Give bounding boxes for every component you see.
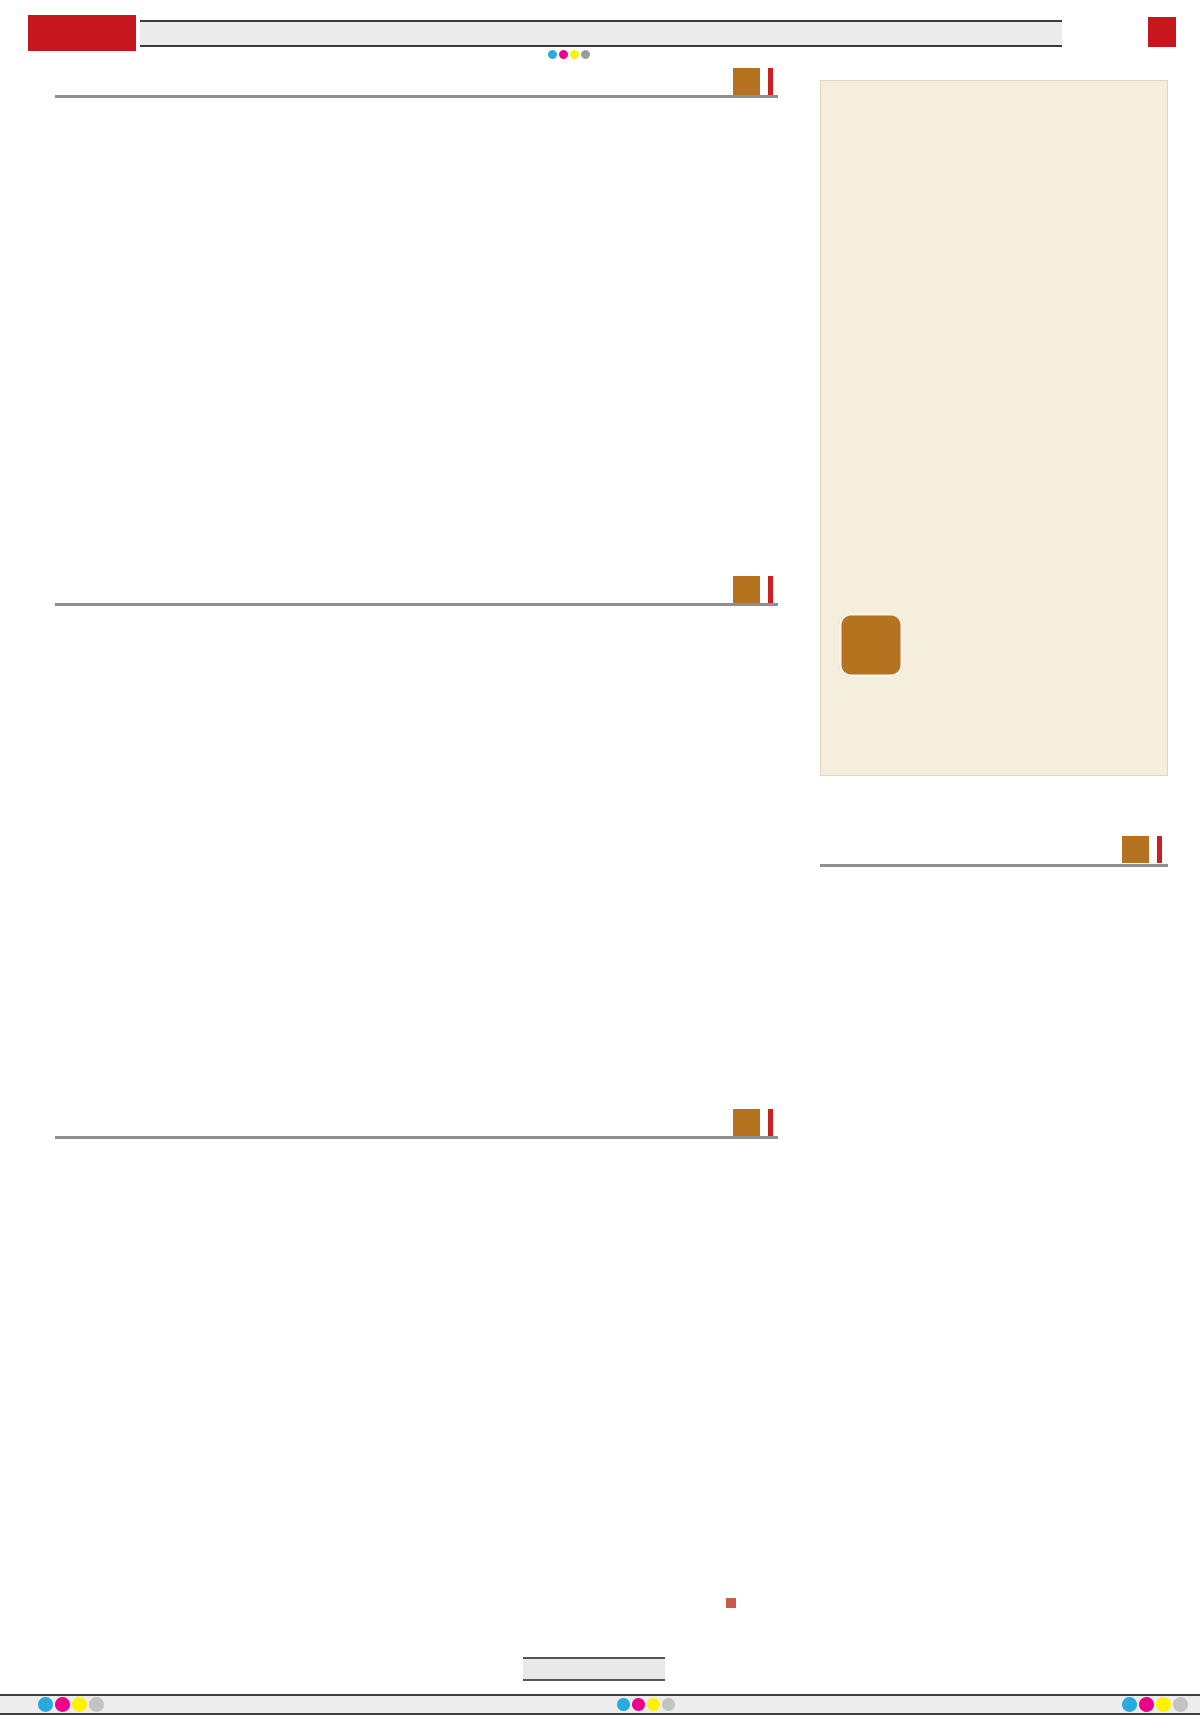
footer-bar	[0, 1694, 1200, 1715]
section-rule	[820, 864, 1168, 867]
section-marker-ganwu	[733, 1109, 773, 1136]
pinjian-seal-icon	[839, 613, 903, 677]
section-marker-mingjia	[733, 68, 773, 95]
article-column	[1000, 935, 1168, 1692]
header-info-bar	[140, 20, 1062, 47]
marker-char-box	[1122, 836, 1149, 863]
issue-number-box	[523, 1657, 665, 1681]
marker-red-bar-icon	[768, 576, 773, 603]
article-column	[425, 1226, 593, 1524]
marker-red-bar-icon	[1157, 836, 1162, 863]
marker-char-box	[733, 576, 760, 603]
registration-marks-icon	[617, 1698, 677, 1711]
artwork-review	[839, 609, 1151, 681]
page-number-badge	[1148, 17, 1176, 47]
marker-red-bar-icon	[768, 1109, 773, 1136]
section-marker-xingyin	[733, 576, 773, 603]
article-column	[425, 185, 593, 505]
header-contact	[150, 27, 186, 41]
article-column	[240, 683, 408, 1092]
article-column	[610, 1226, 778, 1524]
article-column	[240, 1226, 408, 1692]
article-column	[240, 185, 408, 505]
registration-marks-icon	[548, 50, 592, 59]
calligraphy-yuanshangcao	[450, 1519, 708, 1653]
section-rule	[55, 1136, 778, 1139]
section-rule	[55, 95, 778, 98]
article-column	[610, 185, 778, 505]
article-column	[55, 1224, 223, 1692]
article-column	[425, 683, 593, 1092]
article-column	[55, 681, 223, 1092]
registration-marks-icon	[1122, 1697, 1190, 1712]
calligraphy-seal-icon	[726, 1598, 736, 1608]
newspaper-masthead	[28, 15, 136, 51]
article-column	[55, 183, 223, 505]
section-marker-fengjing	[1122, 836, 1162, 863]
artwork-panel	[820, 80, 1168, 776]
marker-char-box	[733, 68, 760, 95]
article-column	[820, 933, 988, 1692]
section-rule	[55, 603, 778, 606]
oil-painting-image	[838, 101, 1150, 571]
registration-marks-icon	[38, 1697, 106, 1712]
marker-char-box	[733, 1109, 760, 1136]
article-column	[610, 683, 778, 1092]
marker-red-bar-icon	[768, 68, 773, 95]
